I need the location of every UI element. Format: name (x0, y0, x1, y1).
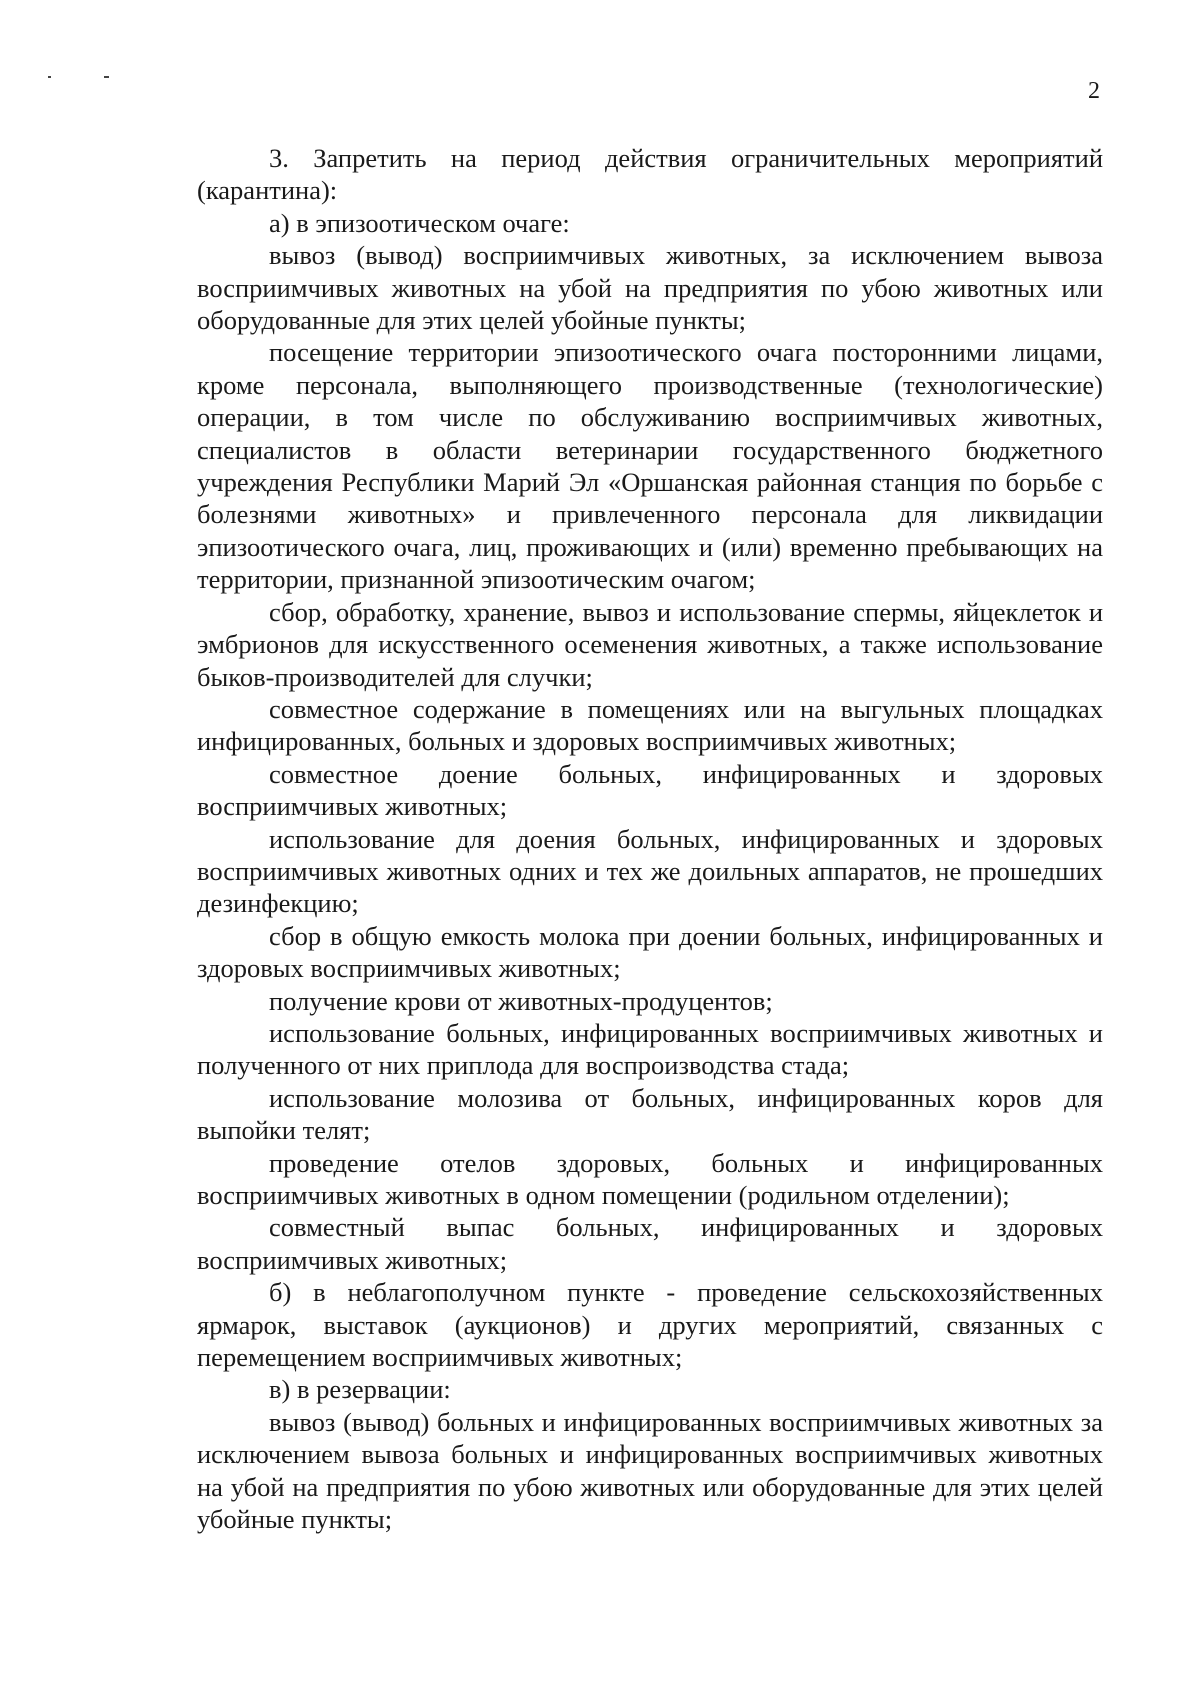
paragraph: получение крови от животных-продуцентов; (269, 985, 773, 1016)
paragraph: совместное содержание в помещениях или на выгульных площадках инфицированных, больных и здоровых восприимчивых животных; (197, 693, 1103, 757)
paragraph-subitem-v: в) в резервации: (269, 1374, 451, 1405)
paragraph-item-3-heading: 3. Запретить на период действия ограничительных мероприятий (карантина): (197, 143, 1103, 206)
paragraph: использование больных, инфицированных восприимчивых животных и полученного от них приплода для воспроизводства стада; (197, 1017, 1103, 1081)
scan-artifact-mark (104, 76, 109, 78)
paragraph: совместный выпас больных, инфицированных и здоровых восприимчивых животных; (197, 1212, 1103, 1275)
scan-artifact-mark (48, 76, 51, 78)
paragraph: вывоз (вывод) больных и инфицированных восприимчивых животных за исключением вывоза больных и инфицированных восприимчивых животных на убой на предприятия по убою животных или оборудованные для этих целей убойные пункты; (197, 1406, 1103, 1535)
document-body (197, 142, 1103, 1535)
paragraph: сбор в общую емкость молока при доении больных, инфицированных и здоровых восприимчивых животных; (197, 920, 1103, 984)
page-number: 2 (1088, 78, 1100, 104)
paragraph-subitem-a: а) в эпизоотическом очаге: (269, 207, 570, 238)
paragraph: совместное доение больных, инфицированных и здоровых восприимчивых животных; (197, 758, 1103, 822)
paragraph: использование для доения больных, инфицированных и здоровых восприимчивых животных одних и тех же доильных аппаратов, не прошедших дезинфекцию; (197, 823, 1103, 919)
paragraph: сбор, обработку, хранение, вывоз и использование спермы, яйцеклеток и эмбрионов для искусственного осеменения животных, а также использование быков-производителей для случки; (197, 596, 1103, 692)
paragraph: проведение отелов здоровых, больных и инфицированных восприимчивых животных в одном помещении (родильном отделении); (197, 1147, 1103, 1210)
paragraph-subitem-b: б) в неблагополучном пункте - проведение сельскохозяйственных ярмарок, выставок (аукционов) и других мероприятий, связанных с перемещением восприимчивых животных; (197, 1277, 1103, 1373)
paragraph: использование молозива от больных, инфицированных коров для выпойки телят; (197, 1082, 1103, 1146)
paragraph: посещение территории эпизоотического очага посторонними лицами, кроме персонала, выполняющего производственные (технологические) операции, в том числе по обслуживанию восприимчивых животных, специалистов в области ветеринарии государственного бюджетного учреждения Республики Марий Эл «Оршанская районная станция по борьбе с болезнями животных» и привлеченного персонала для ликвидации эпизоотического очага, лиц, проживающих и (или) временно пребывающих на территории, признанной эпизоотическим очагом; (197, 337, 1103, 595)
paragraph: вывоз (вывод) восприимчивых животных, за исключением вывоза восприимчивых животных на убой на предприятия по убою животных или оборудованные для этих целей убойные пункты; (197, 240, 1103, 336)
